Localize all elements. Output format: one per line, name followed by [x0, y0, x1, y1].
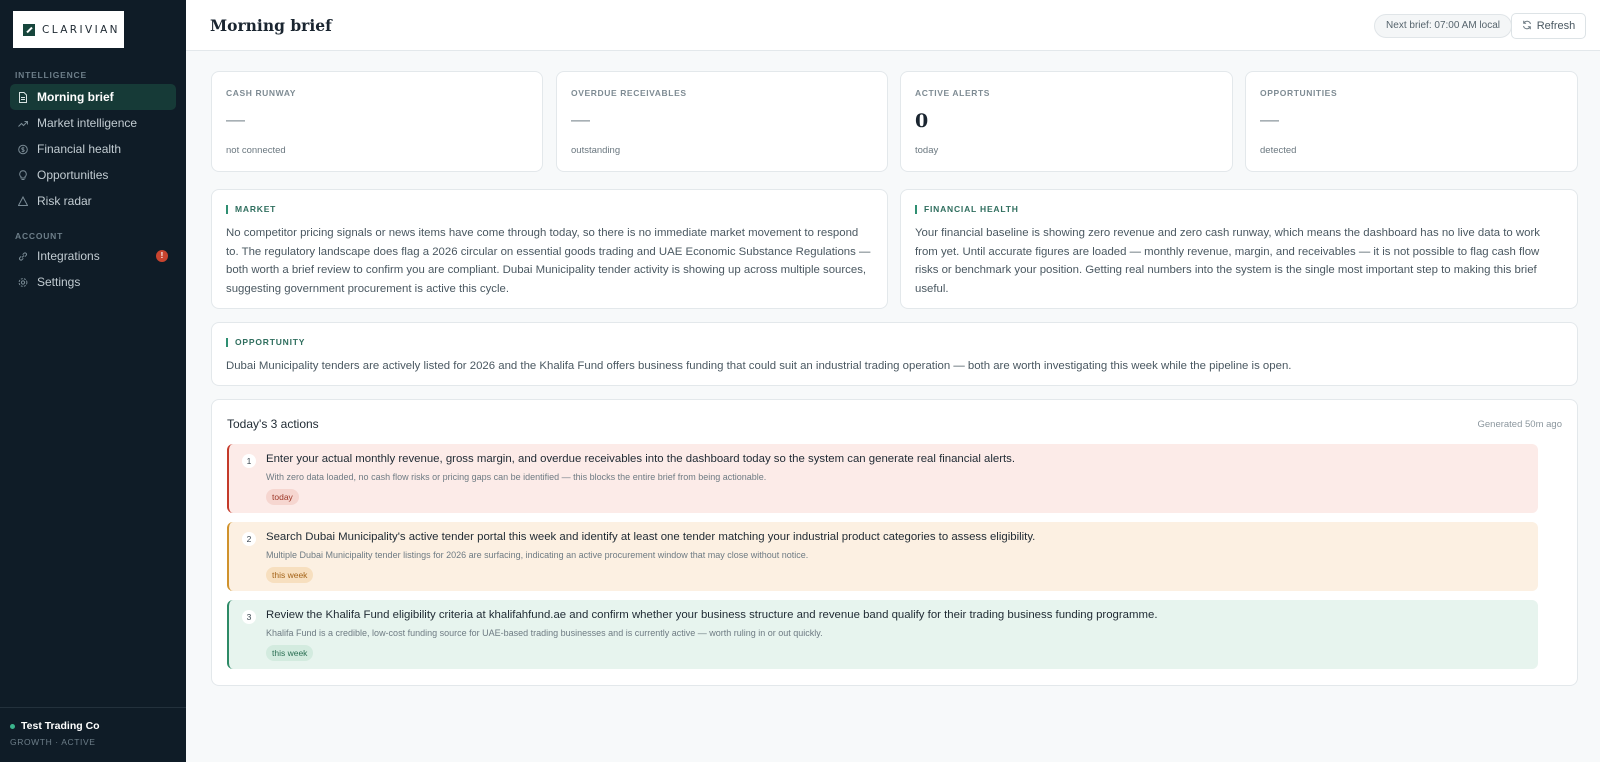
refresh-icon	[1522, 20, 1532, 33]
sidebar-item-label: Market intelligence	[37, 116, 138, 130]
actions-title: Today's 3 actions	[227, 417, 319, 431]
plan-status: GROWTH · ACTIVE	[10, 737, 96, 747]
action-item-1[interactable]	[227, 444, 1538, 513]
trending-up-icon	[18, 118, 28, 129]
sidebar-item-settings[interactable]	[10, 269, 176, 295]
sidebar-item-morning-brief[interactable]	[10, 84, 176, 110]
next-brief-badge: Next brief: 07:00 AM local	[1374, 14, 1512, 38]
action-note: Khalifa Fund is a credible, low-cost funding source for UAE-based trading businesses and is currently active — worth ruling in or out quickly.	[266, 628, 823, 638]
financial-health-section	[900, 189, 1578, 309]
action-number: 2	[242, 532, 256, 546]
stat-subtext: outstanding	[571, 145, 621, 156]
section-body: No competitor pricing signals or news items have come through today, so there is no immediate market movement to respond to. The regulatory landscape does flag a 2026 circular on essential goods trading and UAE Economic Substance Regulations — both worth a brief review to confirm you are compliant. Dubai Municipality tender activity is showing up across multiple sources, suggesting government procurement is active this cycle.	[226, 227, 871, 295]
gear-icon	[18, 277, 28, 288]
sidebar-item-risk-radar[interactable]	[10, 188, 176, 214]
sidebar-item-label: Risk radar	[37, 194, 92, 208]
action-title: Search Dubai Municipality's active tender portal this week and identify at least one tender matching your industrial product categories to assess eligibility.	[266, 531, 1036, 543]
stat-value: —	[571, 110, 590, 131]
sidebar-item-financial-health[interactable]	[10, 136, 176, 162]
stat-subtext: today	[915, 145, 939, 156]
lightbulb-icon	[18, 170, 28, 181]
sidebar	[0, 0, 186, 762]
stat-label: OPPORTUNITIES	[1260, 88, 1338, 98]
stat-label: OVERDUE RECEIVABLES	[571, 88, 687, 98]
page-title: Morning brief	[210, 16, 332, 35]
section-body: Your financial baseline is showing zero revenue and zero cash runway, which means the dashboard has no live data to work from yet. Until accurate figures are loaded — monthly revenue, margin, and receivables — it is not possible to flag cash flow risks or benchmark your position. Getting real numbers into the system is the single most important step to making this brief useful.	[915, 227, 1540, 295]
nav-section-intelligence: INTELLIGENCE	[15, 70, 87, 80]
company-name: Test Trading Co	[21, 720, 100, 732]
action-number: 3	[242, 610, 256, 624]
section-tag: FINANCIAL HEALTH	[915, 205, 1019, 214]
stat-card-cash-runway	[211, 71, 543, 172]
market-section	[211, 189, 888, 309]
logo-mark-icon	[23, 24, 35, 36]
stat-subtext: not connected	[226, 145, 286, 156]
link-icon	[18, 251, 28, 262]
stat-card-active-alerts	[900, 71, 1233, 172]
refresh-label: Refresh	[1536, 20, 1576, 32]
stat-value: 0	[915, 110, 929, 132]
generated-timestamp: Generated 50m ago	[1477, 419, 1562, 430]
timing-badge: this week	[266, 567, 313, 583]
account-summary[interactable]	[0, 707, 186, 762]
stat-card-opportunities	[1245, 71, 1578, 172]
brand-logo[interactable]	[13, 11, 124, 48]
opportunity-section	[211, 322, 1578, 386]
sidebar-item-opportunities[interactable]	[10, 162, 176, 188]
action-title: Review the Khalifa Fund eligibility criteria at khalifahfund.ae and confirm whether your business structure and revenue band qualify for their trading business funding programme.	[266, 609, 1158, 621]
alert-badge: !	[156, 250, 168, 262]
sidebar-item-label: Morning brief	[37, 90, 114, 104]
action-number: 1	[242, 454, 256, 468]
stat-value: —	[226, 110, 245, 131]
sidebar-item-label: Financial health	[37, 142, 122, 156]
warning-triangle-icon	[18, 196, 28, 207]
section-body: Dubai Municipality tenders are actively listed for 2026 and the Khalifa Fund offers business funding that could suit an industrial trading operation — both are worth investigating this week while the pipeline is open.	[226, 360, 1292, 372]
action-note: With zero data loaded, no cash flow risks or pricing gaps can be identified — this blocks the entire brief from being actionable.	[266, 472, 767, 482]
action-note: Multiple Dubai Municipality tender listings for 2026 are surfacing, indicating an active procurement window that may close without notice.	[266, 550, 809, 560]
action-title: Enter your actual monthly revenue, gross margin, and overdue receivables into the dashboard today so the system can generate real financial alerts.	[266, 453, 1016, 465]
timing-badge: this week	[266, 645, 313, 661]
stat-card-overdue-receivables	[556, 71, 888, 172]
stat-label: CASH RUNWAY	[226, 88, 297, 98]
dollar-circle-icon	[18, 144, 28, 155]
sidebar-item-market-intelligence[interactable]	[10, 110, 176, 136]
section-tag: OPPORTUNITY	[226, 338, 305, 347]
action-item-3[interactable]	[227, 600, 1538, 669]
document-icon	[18, 92, 28, 103]
actions-panel	[211, 399, 1578, 686]
timing-badge: today	[266, 489, 299, 505]
sidebar-item-integrations[interactable]	[10, 243, 176, 269]
stat-subtext: detected	[1260, 145, 1297, 156]
section-tag: MARKET	[226, 205, 276, 214]
sidebar-item-label: Integrations	[37, 249, 100, 263]
top-header	[186, 0, 1600, 51]
stat-label: ACTIVE ALERTS	[915, 88, 991, 98]
status-dot-icon	[10, 724, 15, 729]
sidebar-item-label: Settings	[37, 275, 81, 289]
company-row	[10, 720, 176, 732]
sidebar-item-label: Opportunities	[37, 168, 109, 182]
refresh-button[interactable]	[1511, 13, 1586, 39]
brand-name: CLARIVIAN	[42, 23, 120, 36]
action-item-2[interactable]	[227, 522, 1538, 591]
stat-value: —	[1260, 110, 1279, 131]
nav-section-account: ACCOUNT	[15, 231, 64, 241]
